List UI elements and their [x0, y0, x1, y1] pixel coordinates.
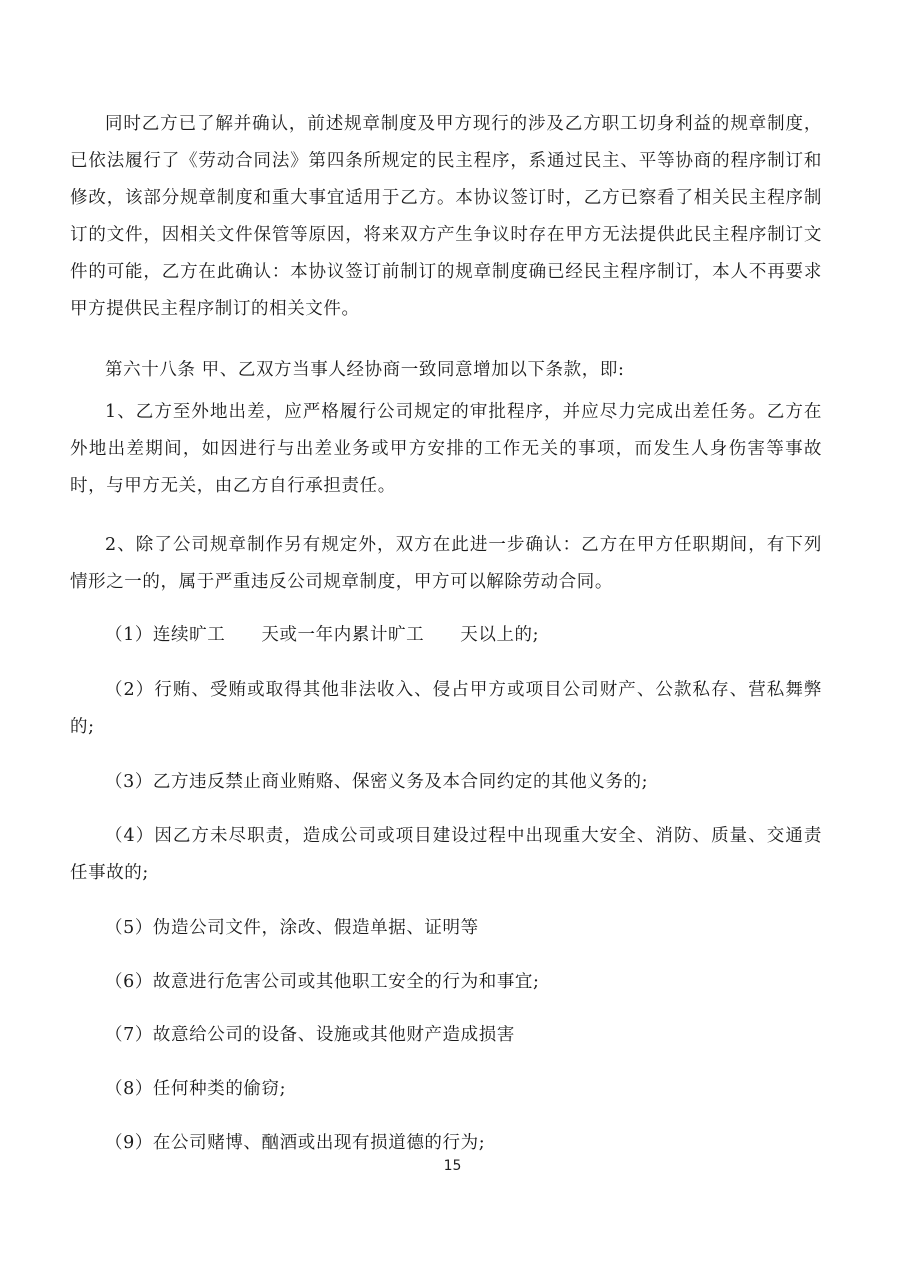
list-item-1: [70, 617, 822, 654]
list-item-6: （6）故意进行危害公司或其他职工安全的行为和事宜;: [105, 972, 540, 992]
list-item-3: （3）乙方违反禁止商业贿赂、保密义务及本合同约定的其他义务的;: [105, 772, 649, 792]
clause-1-business-trip: 1、乙方至外地出差，应严格履行公司规定的审批程序，并应尽力完成出差任务。乙方在外地出差期间，如因进行与出差业务或甲方安排的工作无关的事项，而发生人身伤害等事故时，与甲方无关，由乙方自行承担责任。: [70, 402, 822, 496]
page-number: 15: [443, 1158, 462, 1174]
paragraph-democratic-procedure: 同时乙方已了解并确认，前述规章制度及甲方现行的涉及乙方职工切身利益的规章制度，已依法履行了《劳动合同法》第四条所规定的民主程序，系通过民主、平等协商的程序制订和修改，该部分规章制度和重大事宜适用于乙方。本协议签订时，乙方已察看了相关民主程序制订的文件，因相关文件保管等原因，将来双方产生争议时存在甲方无法提供此民主程序制订文件的可能，乙方在此确认：本协议签订前制订的规章制度确已经民主程序制订，本人不再要求甲方提供民主程序制订的相关文件。: [70, 114, 822, 319]
list-item-7: （7）故意给公司的设备、设施或其他财产造成损害: [105, 1025, 515, 1045]
list-item-1-part-b: 天或一年内累计旷工: [261, 625, 425, 645]
list-item-5: （5）伪造公司文件，涂改、假造单据、证明等: [105, 918, 479, 938]
list-item-4: （4）因乙方未尽职责，造成公司或项目建设过程中出现重大安全、消防、质量、交通责任事故的;: [70, 826, 822, 883]
list-item-9: （9）在公司赌博、酗酒或出现有损道德的行为;: [105, 1133, 486, 1153]
article-68-heading: 第六十八条 甲、乙双方当事人经协商一致同意增加以下条款，即:: [105, 360, 625, 380]
clause-2-violations: 2、除了公司规章制作另有规定外，双方在此进一步确认：乙方在甲方任职期间，有下列情形之一的，属于严重违反公司规章制度，甲方可以解除劳动合同。: [70, 535, 822, 592]
list-item-1-part-a: （1）连续旷工: [105, 625, 226, 645]
list-item-8: （8）任何种类的偷窃;: [105, 1079, 287, 1099]
list-item-2: （2）行贿、受贿或取得其他非法收入、侵占甲方或项目公司财产、公款私存、营私舞弊的;: [70, 680, 822, 737]
list-item-1-part-c: 天以上的;: [460, 625, 540, 645]
